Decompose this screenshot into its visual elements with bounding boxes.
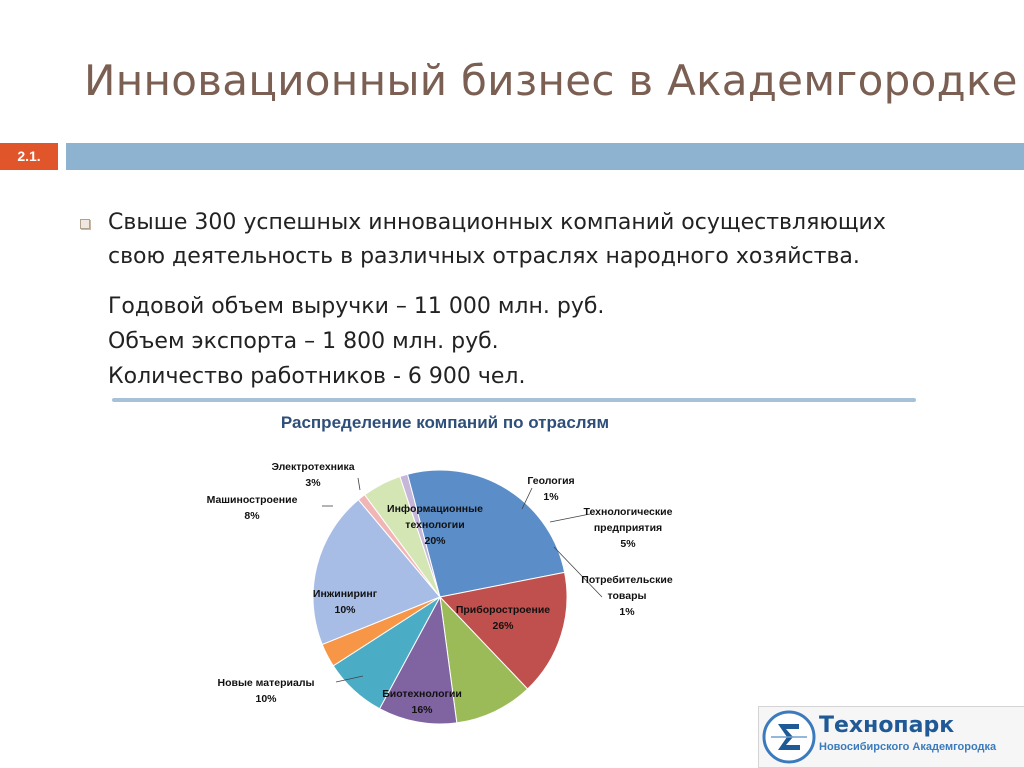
stat-revenue: Годовой объем выручки – 11 000 млн. руб. <box>108 294 605 319</box>
slice-label: Машиностроение 8% <box>206 494 298 522</box>
slide-title: Инновационный бизнес в Академгородке <box>84 56 1018 105</box>
slice-label: Геология 1% <box>527 475 575 503</box>
slice-label: Электротехника 3% <box>271 461 355 489</box>
section-number-badge: 2.1. <box>0 143 58 170</box>
technopark-sigma-icon <box>761 709 817 765</box>
slice-label: Технологические предприятия 5% <box>583 506 673 550</box>
bullet-text-line1: Свыше 300 успешных инновационных компаний осуществляющих <box>108 210 886 235</box>
technopark-logo <box>758 706 1024 768</box>
slice-label: Приборостроение 26% <box>455 604 551 632</box>
slice-label: Биотехнологии 16% <box>382 688 462 716</box>
slice-label: Новые материалы 10% <box>217 677 315 705</box>
header-bar <box>66 143 1024 170</box>
slice-label: Потребительские товары 1% <box>581 574 673 618</box>
leader-line <box>358 478 360 490</box>
pie-chart <box>190 402 710 732</box>
chart-title: Распределение компаний по отраслям <box>280 413 610 432</box>
bullet-square-icon <box>80 219 90 229</box>
logo-name: Технопарк <box>819 713 955 738</box>
logo-subtitle: Новосибирского Академгородка <box>819 741 997 753</box>
slice-label: Инжиниринг 10% <box>312 588 378 616</box>
stat-export: Объем экспорта – 1 800 млн. руб. <box>108 329 499 354</box>
stat-workers: Количество работников - 6 900 чел. <box>108 364 526 389</box>
slice-label: Информационные технологии 20% <box>387 503 483 547</box>
bullet-text-line2: свою деятельность в различных отраслях народного хозяйства. <box>108 244 860 269</box>
